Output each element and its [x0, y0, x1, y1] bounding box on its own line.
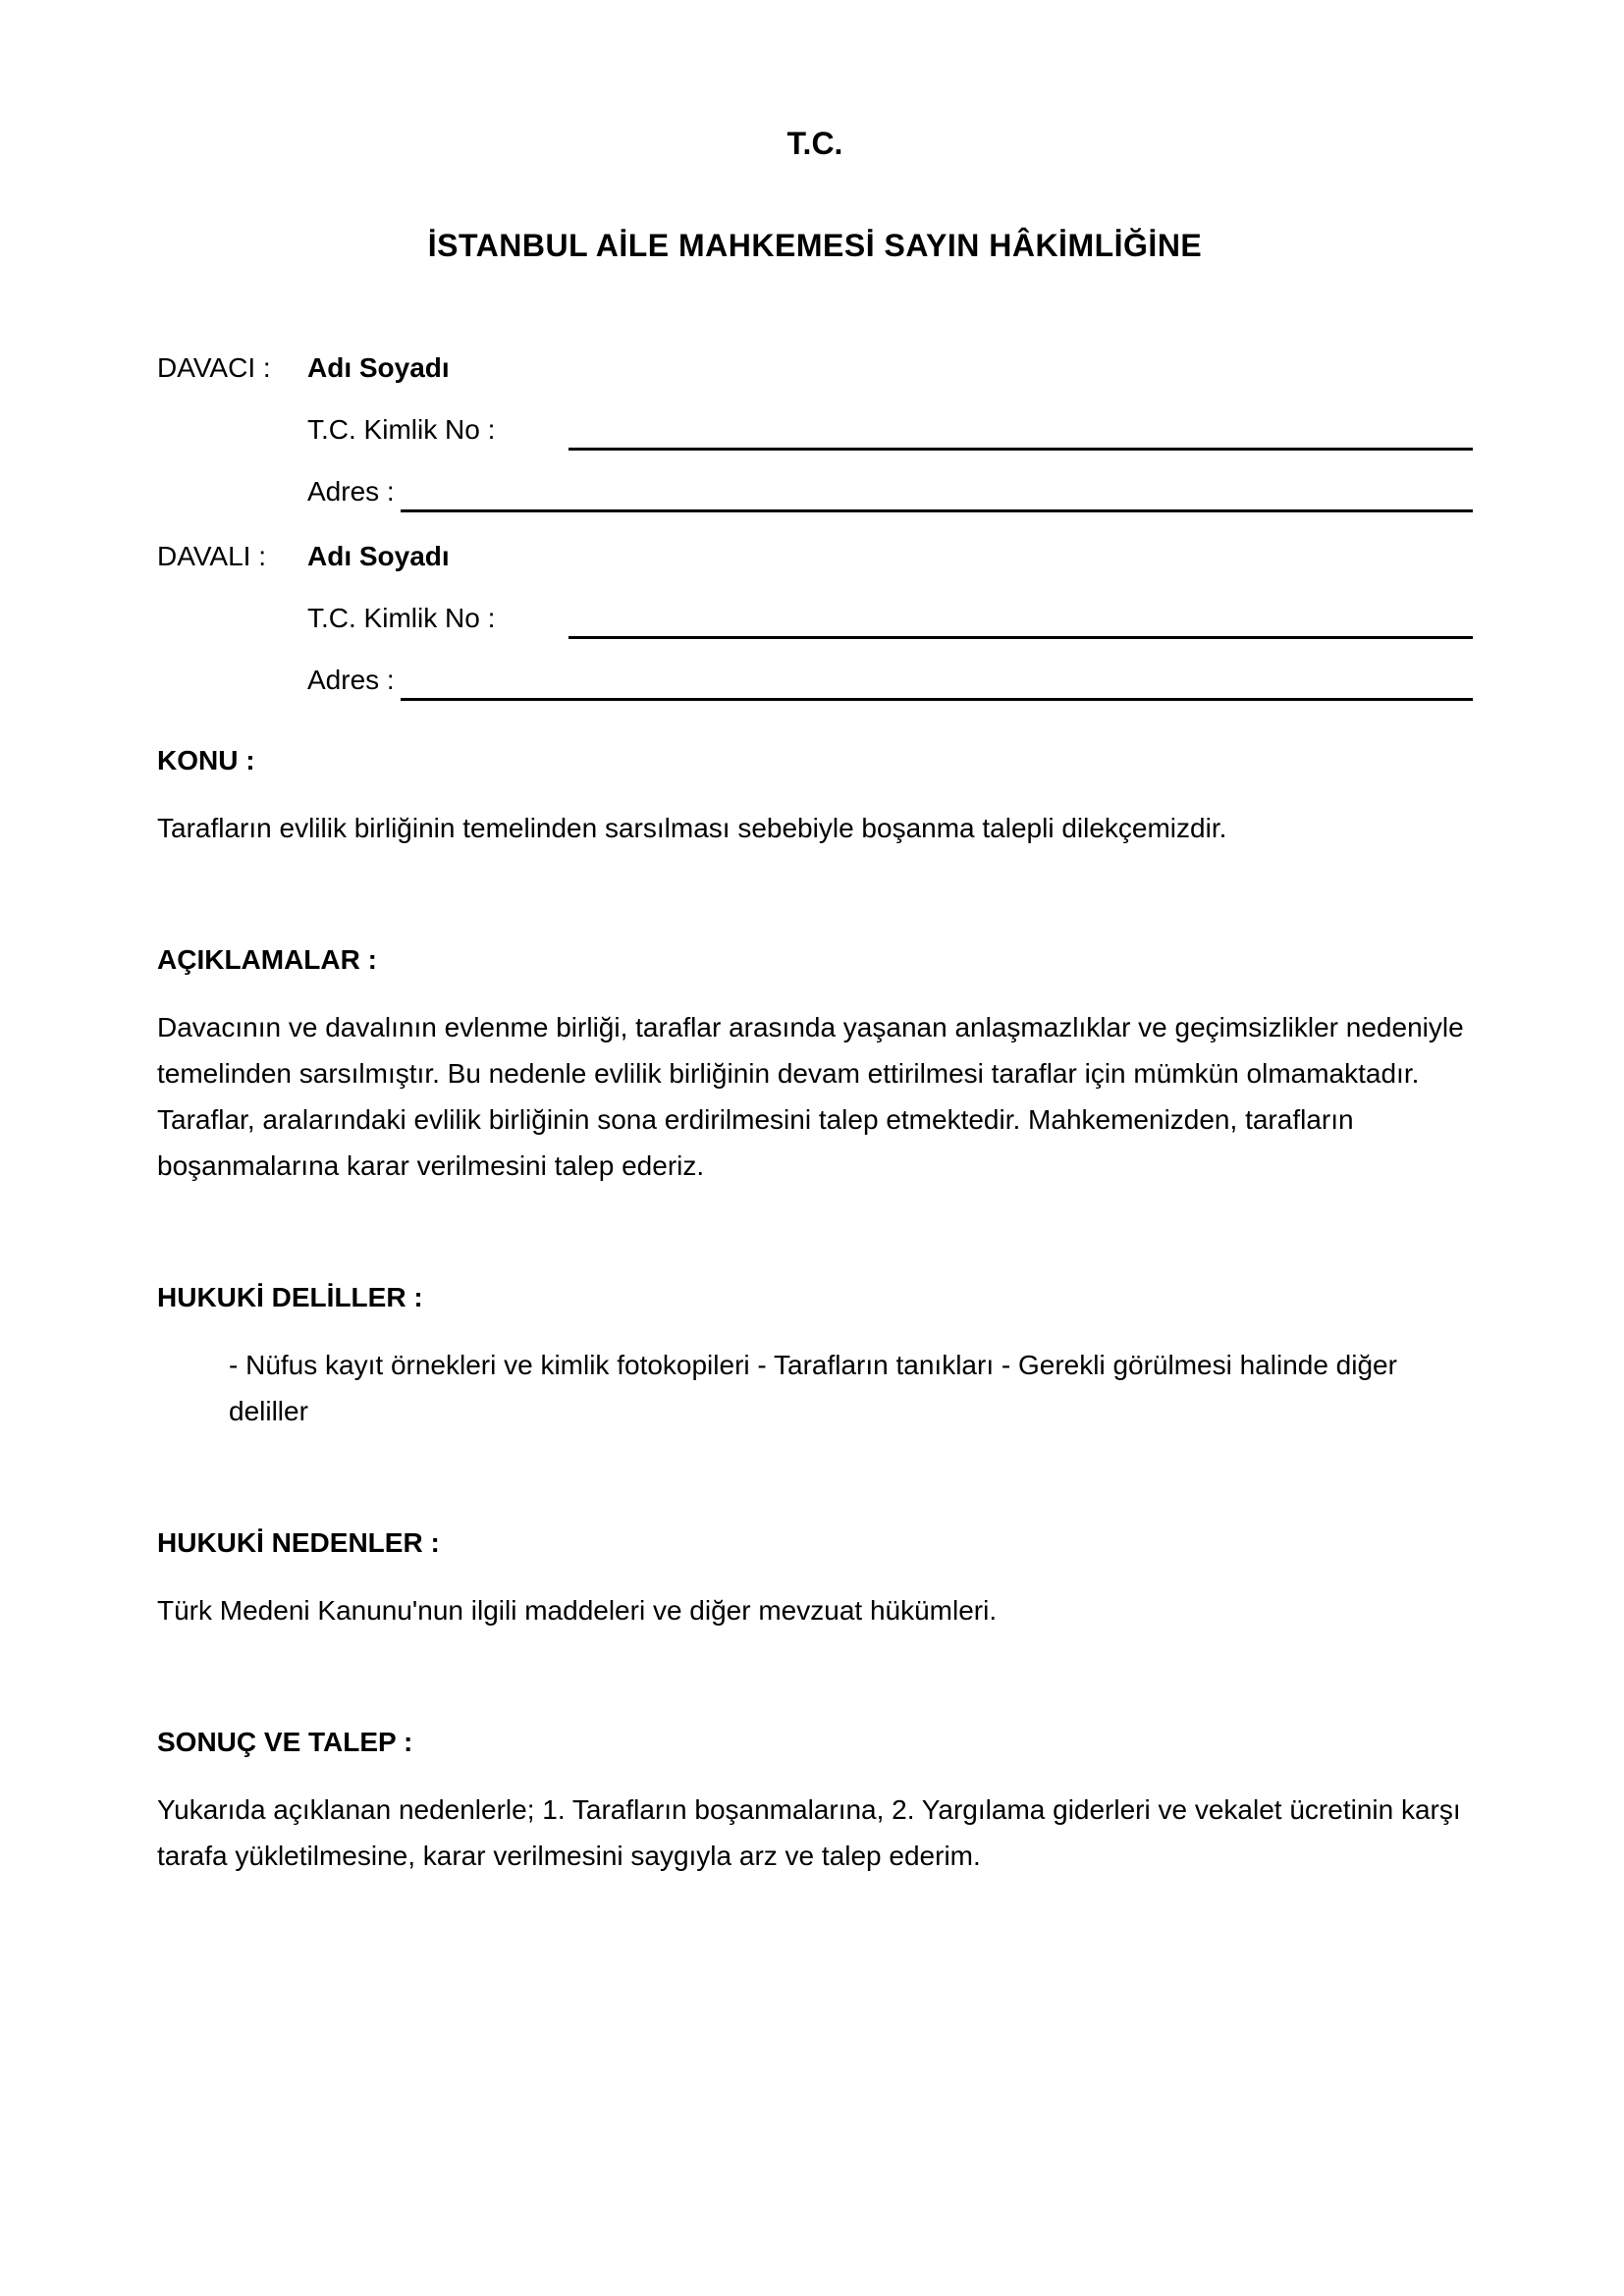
- defendant-id-row: [157, 598, 1473, 639]
- parties-block: [157, 347, 1473, 701]
- section-hukuki-deliller: [157, 1277, 1473, 1434]
- section-heading-hukuki-deliller: HUKUKİ DELİLLER :: [157, 1282, 423, 1312]
- section-heading-hukuki-nedenler: HUKUKİ NEDENLER :: [157, 1527, 440, 1558]
- defendant-block: [157, 536, 1473, 701]
- defendant-name-row: [157, 536, 1473, 577]
- defendant-id-blank-line: [568, 603, 1473, 639]
- court-title: İSTANBUL AİLE MAHKEMESİ SAYIN HÂKİMLİĞİNE: [427, 228, 1203, 263]
- plaintiff-id-blank-line: [568, 414, 1473, 451]
- defendant-name: Adı Soyadı: [307, 541, 450, 571]
- section-konu: [157, 740, 1473, 851]
- section-aciklamalar: [157, 939, 1473, 1189]
- defendant-role-label: DAVALI :: [157, 541, 267, 571]
- plaintiff-name: Adı Soyadı: [307, 352, 450, 383]
- section-text-sonuc-ve-talep: Yukarıda açıklanan nedenlerle; 1. Tarafların boşanmalarına, 2. Yargılama giderleri ve vekalet ücretinin karşı tarafa yükletilmesine, karar verilmesini saygıyla arz ve talep ederim.: [157, 1794, 1461, 1871]
- section-text-hukuki-deliller: - Nüfus kayıt örnekleri ve kimlik fotokopileri - Tarafların tanıkları - Gerekli görülmesi halinde diğer deliller: [229, 1350, 1397, 1426]
- defendant-address-blank-line: [401, 665, 1473, 701]
- section-heading-aciklamalar: AÇIKLAMALAR :: [157, 944, 377, 975]
- defendant-address-label: Adres :: [307, 665, 395, 695]
- plaintiff-id-row: [157, 409, 1473, 451]
- section-text-hukuki-nedenler: Türk Medeni Kanunu'nun ilgili maddeleri ve diğer mevzuat hükümleri.: [157, 1595, 998, 1626]
- plaintiff-address-blank-line: [401, 476, 1473, 512]
- section-text-konu: Tarafların evlilik birliğinin temelinden sarsılması sebebiyle boşanma talepli dilekçemizdir.: [157, 813, 1227, 843]
- section-hukuki-nedenler: [157, 1522, 1473, 1633]
- defendant-id-label: T.C. Kimlik No :: [307, 603, 496, 633]
- section-sonuc-ve-talep: [157, 1722, 1473, 1879]
- plaintiff-name-row: [157, 347, 1473, 389]
- plaintiff-address-label: Adres :: [307, 476, 395, 507]
- section-heading-konu: KONU :: [157, 745, 255, 775]
- defendant-address-row: [157, 660, 1473, 701]
- plaintiff-role-label: DAVACI :: [157, 352, 271, 383]
- section-heading-sonuc-ve-talep: SONUÇ VE TALEP :: [157, 1727, 413, 1757]
- plaintiff-block: [157, 347, 1473, 512]
- section-text-aciklamalar: Davacının ve davalının evlenme birliği, taraflar arasında yaşanan anlaşmazlıklar ve geçimsizlikler nedeniyle temelinden sarsılmıştır. Bu nedenle evlilik birliğinin devam ettirilmesi taraflar için mümkün olmamaktadır. Taraflar, aralarındaki evlilik birliğinin sona erdirilmesini talep etmektedir. Mahkemenizden, tarafların boşanmalarına karar verilmesini talep ederiz.: [157, 1012, 1464, 1181]
- plaintiff-id-label: T.C. Kimlik No :: [307, 414, 496, 445]
- plaintiff-address-row: [157, 471, 1473, 512]
- republic-heading: T.C.: [786, 126, 843, 161]
